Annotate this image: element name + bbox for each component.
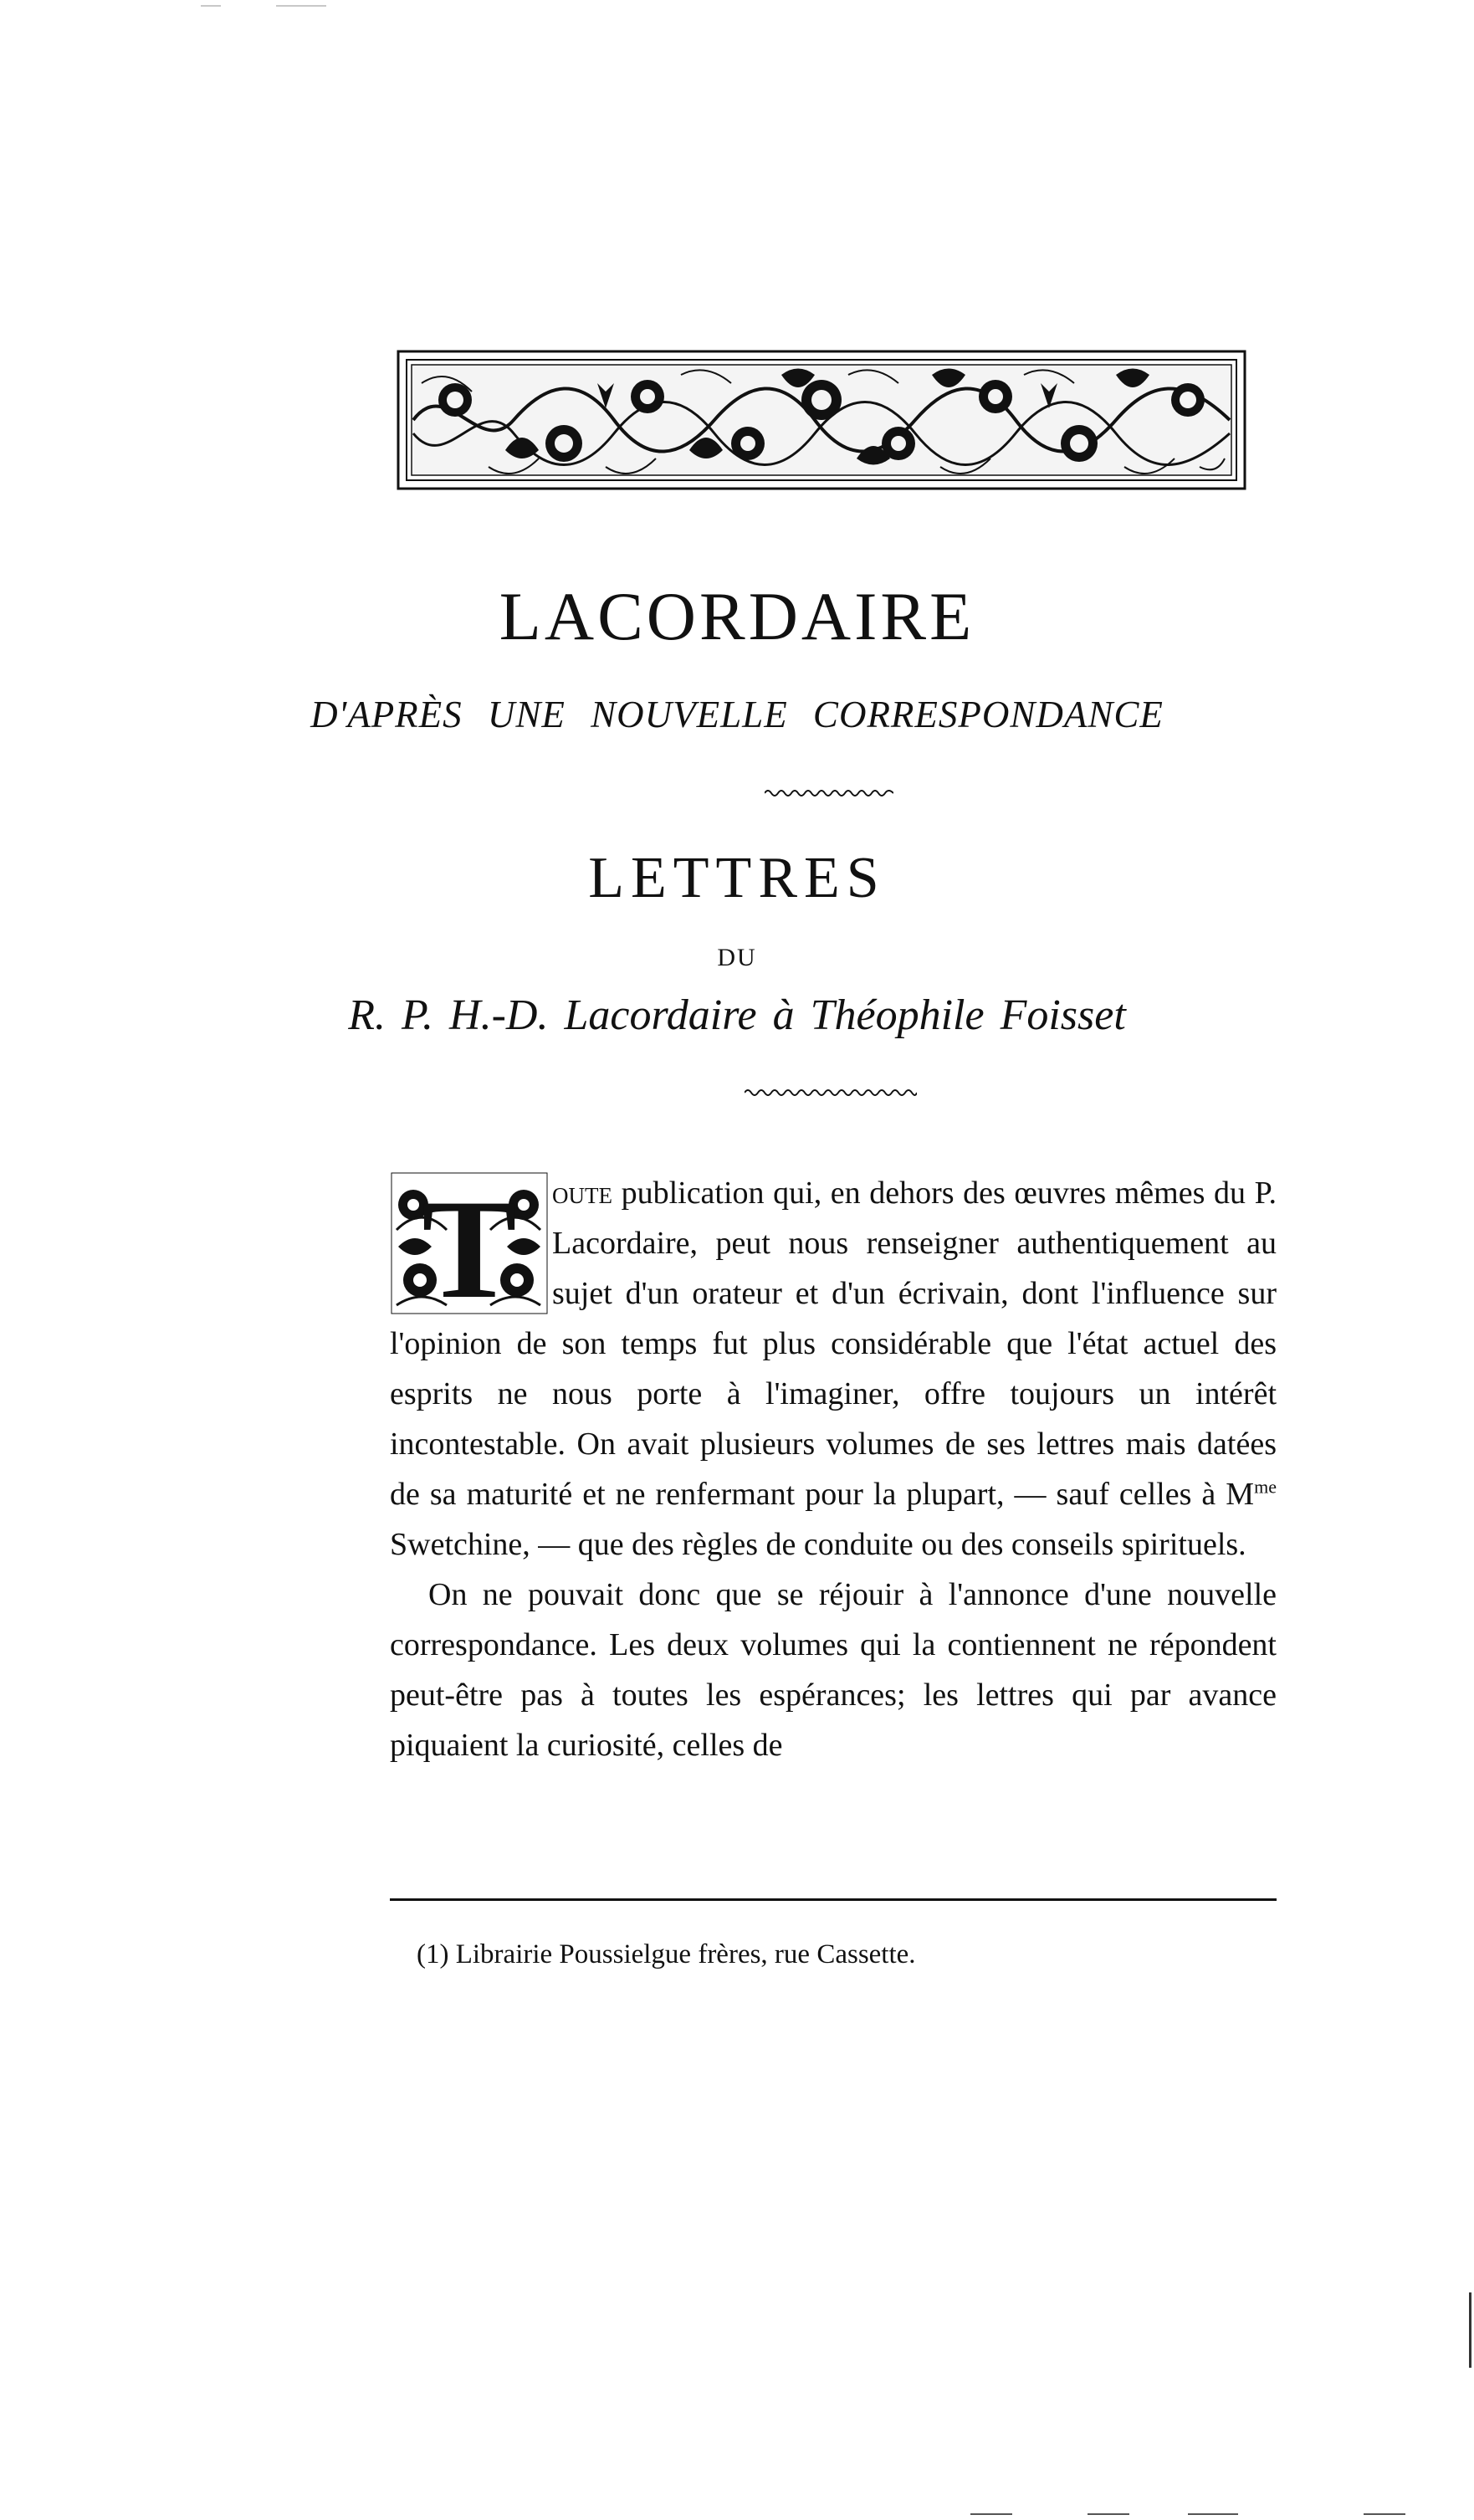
section-title: LETTRES — [588, 846, 886, 910]
wavy-rule-icon — [765, 786, 893, 800]
paragraph-text: Swetchine, — que des règles de conduite ou des conseils spirituels. — [390, 1527, 1246, 1562]
decorative-divider — [745, 1086, 917, 1099]
scan-mark — [970, 2513, 1012, 2515]
scan-mark — [1364, 2513, 1405, 2515]
scan-mark — [1188, 2513, 1238, 2515]
decorative-divider — [765, 786, 893, 800]
scan-mark — [276, 5, 326, 7]
superscript: me — [1254, 1476, 1277, 1498]
ornamental-headpiece — [397, 350, 1246, 490]
paragraph-2: On ne pouvait donc que se réjouir à l'annonce d'une nouvelle correspondance. Les deux volumes qui la contiennent ne répondent peut-être pas à toutes les espérances; les lettres qui par avance piquaient la curiosité, celles de — [390, 1577, 1277, 1763]
paragraph-lead-smallcaps: oute — [552, 1175, 612, 1211]
author-line: R. P. H.-D. Lacordaire à Théophile Foisset — [348, 991, 1126, 1039]
page-title: LACORDAIRE — [499, 578, 975, 654]
paragraph-text: publication qui, en dehors des œuvres mêmes du P. Lacordaire, peut nous renseigner authentiquement au sujet d'un orateur et d'un écrivain, dont l'influence sur l'opinion de son temps fut plus considérable que l'état actuel des esprits ne nous porte à l'imaginer, offre toujours un intérêt incontestable. On avait plusieurs volumes de ses lettres mais datées de sa maturité et ne renfermant pour la plupart, — sauf celles à M — [390, 1175, 1277, 1512]
footnote-divider — [390, 1898, 1277, 1901]
page-subtitle: D'APRÈS UNE NOUVELLE CORRESPONDANCE — [310, 694, 1164, 735]
footnote: (1) Librairie Poussielgue frères, rue Cassette. — [417, 1939, 916, 1969]
body-text — [390, 1168, 1277, 1770]
dropcap-ornament — [390, 1171, 549, 1315]
scan-mark — [201, 5, 221, 7]
ornamental-letter-t-icon — [390, 1171, 549, 1315]
floral-ornament-icon — [397, 350, 1246, 490]
scan-mark — [1088, 2513, 1129, 2515]
section-du: DU — [717, 944, 757, 971]
wavy-rule-icon — [745, 1086, 917, 1099]
svg-text:T: T — [422, 1171, 517, 1315]
scan-edge-mark — [1469, 2292, 1471, 2368]
